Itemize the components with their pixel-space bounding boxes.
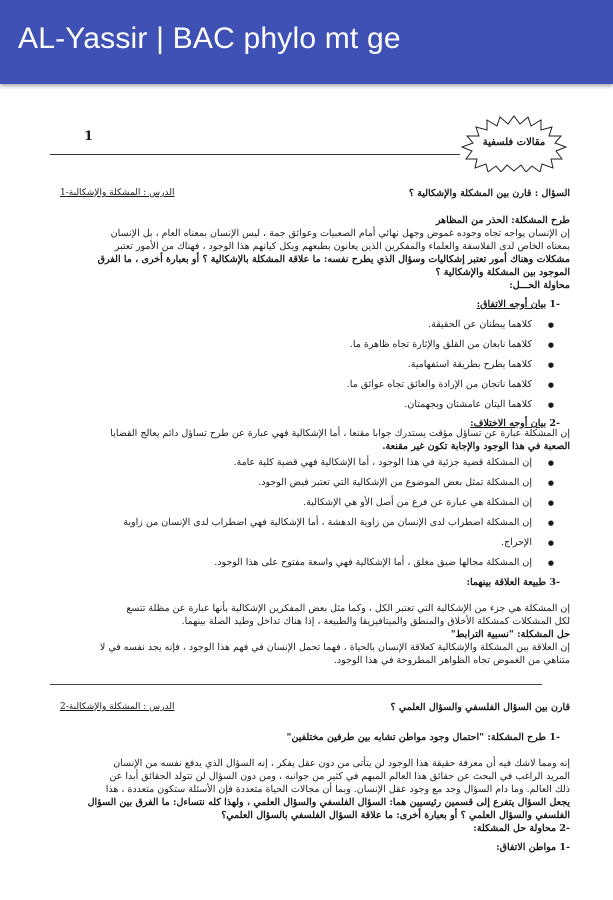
- app-bar: [0, 0, 613, 84]
- paragraph-line: إن المشكلة هي جزء من الإشكالية التي تعتبر الكل ، وكما مثل بعض المفكرين الإشكالية بأنها عبارة عن مظلة تتسع: [126, 603, 570, 614]
- paragraph-line: لكل المشكلات كمشكلة الأخلاق والمنطق والميتافيزيقا والطبيعة ، إذا هناك تداخل وطيد الصلة بينهما.: [181, 616, 570, 627]
- document-viewer[interactable]: [0, 84, 613, 900]
- q2-first-section: -1 مواطن الاتفاق:: [496, 842, 570, 853]
- q1-intro-title: طرح المشكلة: الحذر من المظاهر: [435, 215, 570, 226]
- list-item: ● إن المشكلة قضية جزئية في هذا الوجود ، أما الإشكالية فهي قضية كلية عامة.: [60, 453, 532, 473]
- section-title: -1 بيان أوجه الاتفاق:: [476, 299, 560, 310]
- solution-label: حل المشكلة: "نسبية الترابط": [450, 629, 570, 640]
- paragraph-line: إن العلاقة بين المشكلة والإشكالية كعلاقة الإنسان بالحياة ، فهما تحمل الإنسان في فهم هذا الوجود ، فإنه يجد نفسه في لا: [99, 642, 570, 653]
- list-item: ● إن المشكلة هي عبارة عن فرع من أصل الأو هي الإشكالية.: [60, 493, 532, 513]
- q1-intro-line: إن الإنسان يواجه تجاه وجوده غموض وجهل نهائي أمام الصعبيات وعوائق جمة ، ليس الإنسان بمعناه العام ، بل الإنسان: [110, 228, 570, 239]
- list-item: ● كلاهما اليتان عامشتان ويجهمتان.: [60, 395, 532, 415]
- list-item: ● كلاهما يبطنان عن الحقيقة.: [60, 315, 532, 335]
- q1-heading-row: [60, 187, 570, 200]
- list-item: ● كلاهما ناتجان من الإرادة والعائق تجاه عوائق ما.: [60, 375, 532, 395]
- q1-section-3: [60, 576, 570, 589]
- q1-intro-line: بمعناه الخاص لدى الفلاسفة والعلماء والمفكرين الذين يعانون بطبعهم ويكل كيانهم هذا الوجود ، فهناك من الأمور تعتبر: [114, 241, 570, 252]
- difference-list: [60, 453, 570, 573]
- paragraph-line: المريد الراغب في البحث عن حقائق هذا العالم المبهم في كثير من جوانبه ، ومن دون السؤال لن تتولد الحقائق أبدا عن: [109, 771, 570, 782]
- q1-section-3-body: [60, 602, 570, 667]
- list-item: ● كلاهما يطرح بطريقة استفهامية.: [60, 355, 532, 375]
- q1-intro: [60, 214, 570, 292]
- page-header: [40, 114, 570, 174]
- q1-section-1: [60, 298, 570, 430]
- header-badge: مقالات فلسفية: [482, 137, 546, 148]
- paragraph-line: الفلسفي والسؤال العلمي ؟ أو بعبارة أخرى: ما علاقة السؤال الفلسفي بالسؤال العلمي؟: [221, 810, 570, 821]
- list-item-continued: ● الإحراج.: [60, 533, 532, 553]
- list-item: ● إن المشكلة اضطراب لدى الإنسان من زاوية الدهشة ، أما الإشكالية فهي اضطراب لدى الإنسان من زاوية: [60, 513, 532, 533]
- header-rule: [50, 154, 460, 155]
- q1-question: السؤال : قارن بين المشكلة والإشكالية ؟: [408, 188, 570, 199]
- q2-intro-title: طرح المشكلة: "احتمال وجود مواطن تشابه بين طرفين مختلفين": [286, 732, 547, 743]
- paragraph-line: الصعبة في هذا الوجود والإجابة تكون غير مقنعة.: [382, 441, 570, 452]
- q1-lesson: الدرس : المشكلة والإشكالية-1: [60, 188, 175, 198]
- q2-question: قارن بين السؤال الفلسفي والسؤال العلمي ؟: [390, 702, 570, 713]
- q1-intro-line: الموجود بين المشكلة والإشكالية ؟: [435, 267, 570, 278]
- q2-lesson: الدرس : المشكلة والإشكالية-2: [60, 702, 175, 712]
- section-title: -2 بيان أوجه الاختلاف:: [470, 418, 560, 429]
- section-title: -3 طبيعة العلاقة بينهما:: [466, 577, 560, 588]
- page-number: 1: [84, 129, 94, 144]
- q1-section-2: [60, 427, 570, 573]
- list-item: ● كلاهما نابعان من القلق والإثارة تجاه ظاهرة ما.: [60, 335, 532, 355]
- question-divider: [50, 684, 542, 685]
- paragraph-line: ذلك العالم. وما دام السؤال وجد مع وجود عقل الإنسان. وبما أن مجالات الحياة متعددة فإن الأسئلة ستكون متعددة ، هذا: [105, 784, 570, 795]
- list-item: ● إن المشكلة تمثل بعض الموضوع من الإشكالية التي تعتبر فيض الوجود.: [60, 473, 532, 493]
- paragraph-line: إنه ومما لاشك فيه أن معرفة حقيقة هذا الوجود لن يتأتى من دون عقل يفكر ، إنه السؤال الذي يدفع نفسه من الإنسان: [113, 758, 570, 769]
- q1-intro-line: مشكلات وهناك أمور تعتبر إشكاليات وسؤال الذي يطرح نفسه: ما علاقة المشكلة بالإشكالية ؟ أو بعبارة أخرى ، ما الفرق: [97, 254, 570, 265]
- q2-intro-title-row: -1 طرح المشكلة: "احتمال وجود مواطن تشابه بين طرفين مختلفين": [286, 732, 560, 743]
- paragraph-line: متناهي من الغموض تجاه الظواهر المطروحة في هذا الوجود.: [333, 655, 570, 666]
- app-title: AL-Yassir | BAC phylo mt ge: [18, 22, 401, 55]
- document-page: [40, 84, 570, 900]
- paragraph-line: يجعل السؤال يتفرع إلى قسمين رئيسيين هما: السؤال الفلسفي والسؤال العلمي ، ولهذا كله نتساءل: ما الفرق بين السؤال: [87, 797, 570, 808]
- list-item: ● إن المشكلة مجالها ضيق مغلق ، أما الإشكالية فهي واسعة مفتوح على هذا الوجود.: [60, 553, 532, 573]
- q1-attempt-title: محاولة الحـــل:: [509, 280, 570, 291]
- q2-intro: [60, 757, 570, 854]
- q2-heading-row: [60, 701, 570, 714]
- agreement-list: [60, 315, 570, 415]
- paragraph-line: إن المشكلة عبارة عن تساؤل مؤقت يستدرك جوابا مقنعا ، أما الإشكالية فهي عبارة عن طرح تساؤل دائم يعالج القضايا: [110, 428, 570, 439]
- q2-attempt-title: -2 محاولة حل المشكلة:: [473, 823, 570, 834]
